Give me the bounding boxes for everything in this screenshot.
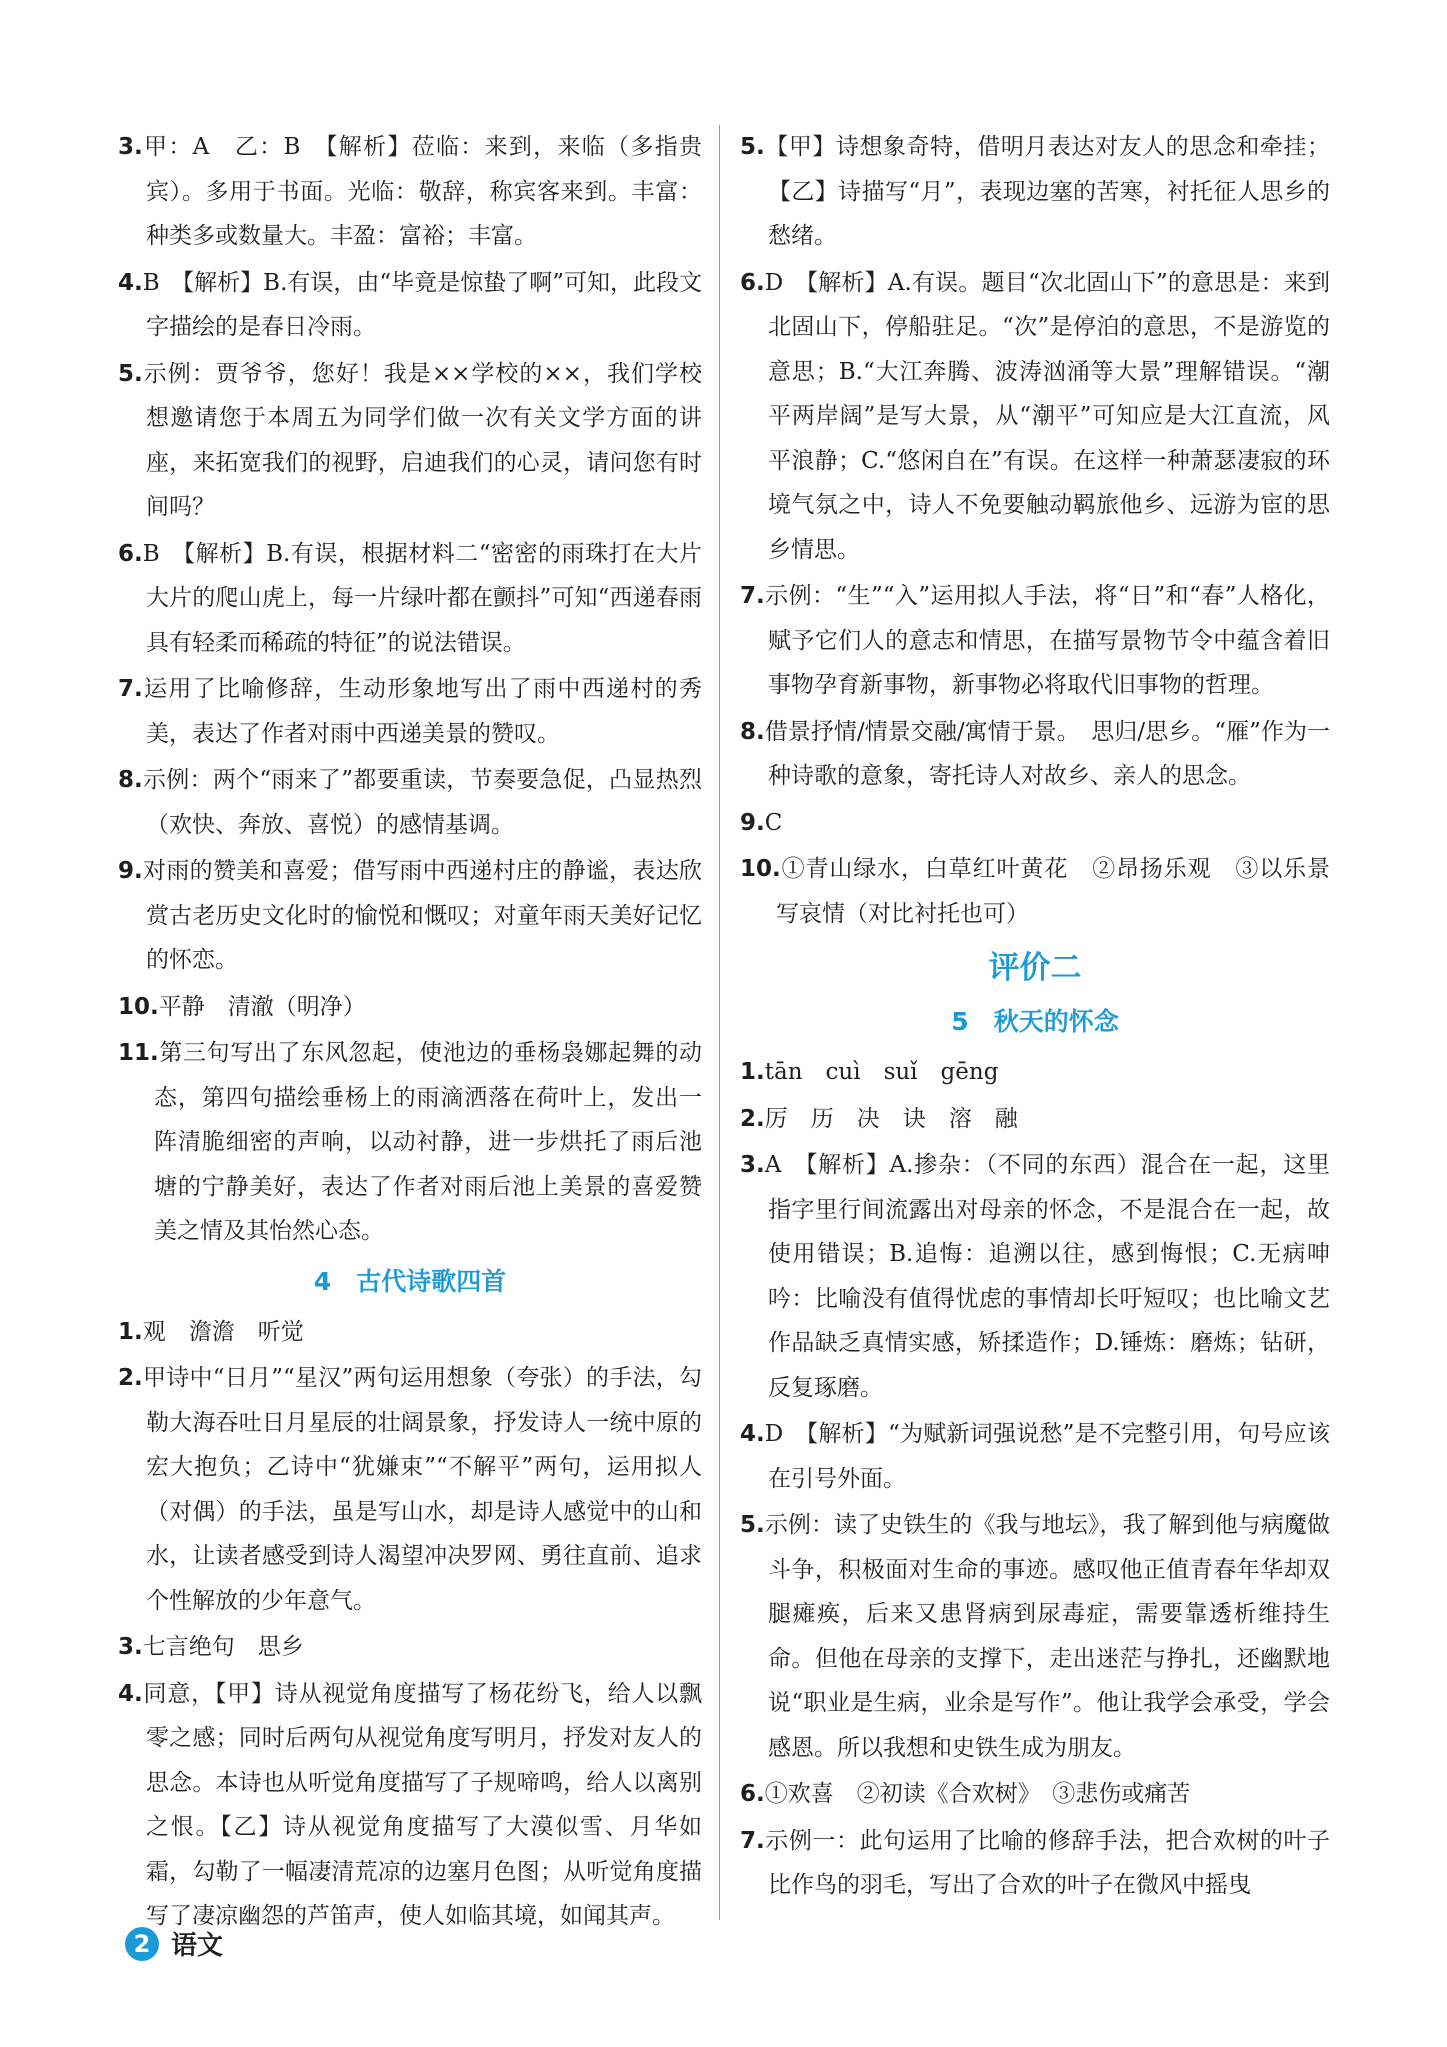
answer-item	[118, 849, 702, 983]
answer-number: 6.	[740, 1781, 765, 1807]
left-column	[118, 125, 702, 1941]
lesson-heading: 5 秋天的怀念	[951, 1007, 1119, 1036]
answer-number: 4.	[118, 1680, 143, 1707]
answer-text: 示例：“生”“入”运用拟人手法，将“日”和“春”人格化，赋予它们人的意志和情思，在描写景物节令中蕴含着旧事物孕育新事物，新事物必将取代旧事物的哲理。	[764, 583, 1330, 698]
answer-number: 3.	[118, 1634, 143, 1660]
answer-text: D 【解析】A.有误。题目“次北固山下”的意思是：来到北固山下，停船驻足。“次”是停泊的意思，不是游览的意思；B.“大江奔腾、波涛汹涌等大景”理解错误。“潮平两岸阔”是写大景，从“潮平”可知应是大江直流，风平浪静；C.“悠闲自在”有误。在这样一种萧瑟凄寂的环境气氛之中，诗人不免要触动羁旅他乡、远游为宦的思乡情思。	[764, 269, 1330, 563]
answer-text: 观 澹澹 听觉	[142, 1318, 304, 1345]
answer-number: 9.	[118, 858, 143, 884]
answer-text: 示例：贾爷爷，您好！我是××学校的××，我们学校想邀请您于本周五为同学们做一次有关文学方面的讲座，来拓宽我们的视野，启迪我们的心灵，请问您有时间吗？	[142, 360, 702, 520]
answer-text: D 【解析】“为赋新词强说愁”是不完整引用，句号应该在引号外面。	[764, 1421, 1330, 1492]
answer-text: 同意，【甲】诗从视觉角度描写了杨花纷飞，给人以飘零之感；同时后两句从视觉角度写明月，抒发对友人的思念。本诗也从听觉角度描写了子规啼鸣，给人以离别之恨。【乙】诗从视觉角度描写了大漠似雪、月华如霜，勾勒了一幅凄清荒凉的边塞月色图；从听觉角度描写了凄凉幽怨的芦笛声，使人如临其境，如闻其声。	[142, 1680, 702, 1929]
answer-item	[118, 1310, 702, 1355]
answer-text: 示例：读了史铁生的《我与地坛》，我了解到他与病魔做斗争，积极面对生命的事迹。感叹他正值青春年华却双腿瘫痪，后来又患肾病到尿毒症，需要靠透析维持生命。但他在母亲的支撑下，走出迷茫与挣扎，还幽默地说“职业是生病，业余是写作”。他让我学会承受，学会感恩。所以我想和史铁生成为朋友。	[764, 1512, 1330, 1761]
answer-number: 7.	[740, 1827, 765, 1854]
answer-item	[740, 1503, 1330, 1770]
answer-item	[740, 847, 1330, 936]
answer-number: 1.	[740, 1059, 765, 1085]
answer-text: 厉 历 决 诀 溶 融	[764, 1105, 1018, 1132]
answer-text: 借景抒情/情景交融/寓情于景。 思归/思乡。“雁”作为一种诗歌的意象，寄托诗人对故乡、亲人的思念。	[764, 718, 1330, 789]
answer-text: 第三句写出了东风忽起，使池边的垂杨袅娜起舞的动态，第四句描绘垂杨上的雨滴洒落在荷叶上，发出一阵清脆细密的声响，以动衬静，进一步烘托了雨后池塘的宁静美好，表达了作者对雨后池上美景的喜爱赞美之情及其怡然心态。	[154, 1040, 702, 1244]
answer-number: 5.	[740, 134, 765, 160]
answer-number: 5.	[740, 1512, 765, 1538]
answer-text: A 【解析】A.掺杂：（不同的东西）混合在一起，这里指字里行间流露出对母亲的怀念，不是混合在一起，故使用错误；B.追悔：追溯以往，感到悔恨；C.无病呻吟：比喻没有值得忧虑的事情却长吁短叹；也比喻文艺作品缺乏真情实感，矫揉造作；D.锤炼：磨炼；钻研，反复琢磨。	[764, 1152, 1330, 1401]
answer-item	[740, 261, 1330, 573]
answer-item	[118, 125, 702, 259]
answer-number: 10.	[740, 856, 781, 882]
answer-item	[118, 532, 702, 666]
answer-number: 6.	[118, 540, 143, 567]
answer-text: 示例：两个“雨来了”都要重读，节奏要急促，凸显热烈（欢快、奔放、喜悦）的感情基调。	[142, 767, 702, 838]
answer-number: 9.	[740, 809, 765, 836]
answer-text: ①欢喜 ②初读《合欢树》 ③悲伤或痛苦	[764, 1781, 1191, 1807]
answer-item	[740, 574, 1330, 708]
answer-item	[740, 1412, 1330, 1501]
answer-text: 【甲】诗想象奇特，借明月表达对友人的思念和牵挂；【乙】诗描写“月”，表现边塞的苦寒，衬托征人思乡的愁绪。	[764, 134, 1330, 249]
answer-number: 11.	[118, 1040, 159, 1066]
answer-item	[740, 1143, 1330, 1410]
answer-number: 4.	[740, 1421, 765, 1447]
answer-text: 甲诗中“日月”“星汉”两句运用想象（夸张）的手法，勾勒大海吞吐日月星辰的壮阔景象，抒发诗人一统中原的宏大抱负；乙诗中“犹嫌束”“不解平”两句，运用拟人（对偶）的手法，虽是写山水，却是诗人感觉中的山和水，让读者感受到诗人渴望冲决罗网、勇往直前、追求个性解放的少年意气。	[142, 1365, 702, 1614]
answer-number: 7.	[740, 583, 765, 609]
lesson-heading: 4 古代诗歌四首	[313, 1266, 507, 1296]
answer-text: tān cuì suǐ gēng	[764, 1059, 999, 1085]
answer-number: 6.	[740, 269, 765, 296]
right-column	[740, 125, 1330, 1910]
answer-item	[118, 758, 702, 847]
answer-text: B 【解析】B.有误，由“毕竟是惊蛰了啊”可知，此段文字描绘的是春日冷雨。	[142, 269, 702, 340]
answer-item	[740, 1097, 1330, 1142]
answer-item	[118, 1356, 702, 1623]
answer-number: 7.	[118, 676, 143, 702]
answer-number: 3.	[118, 134, 143, 160]
answer-item	[118, 985, 702, 1030]
answer-item	[118, 352, 702, 530]
answer-number: 8.	[118, 767, 143, 793]
answer-item	[740, 1819, 1330, 1908]
answer-item	[740, 1050, 1330, 1095]
answer-item	[740, 801, 1330, 846]
answer-text: 平静 清澈（明净）	[158, 993, 366, 1020]
answer-number: 2.	[740, 1105, 765, 1132]
page-footer	[125, 1925, 223, 1962]
answer-text: 七言绝句 思乡	[142, 1634, 304, 1660]
answer-number: 10.	[118, 993, 159, 1020]
column-divider	[719, 125, 720, 1920]
section-heading: 评价二	[988, 950, 1082, 986]
answer-text: C	[764, 809, 783, 836]
answer-text: B 【解析】B.有误，根据材料二“密密的雨珠打在大片大片的爬山虎上，每一片绿叶都在颤抖”可知“西递春雨具有轻柔而稀疏的特征”的说法错误。	[142, 540, 702, 656]
answer-item	[118, 1672, 702, 1939]
answer-text: 甲：A 乙：B 【解析】莅临：来到，来临（多指贵宾）。多用于书面。光临：敬辞，称宾客来到。丰富：种类多或数量大。丰盈：富裕；丰富。	[142, 134, 702, 249]
answer-text: 对雨的赞美和喜爱；借写雨中西递村庄的静谧，表达欣赏古老历史文化时的愉悦和慨叹；对童年雨天美好记忆的怀恋。	[142, 858, 702, 973]
answer-number: 2.	[118, 1365, 143, 1391]
answer-item	[740, 1772, 1330, 1817]
page-number-badge: 2	[125, 1927, 159, 1961]
answer-number: 8.	[740, 718, 765, 745]
answer-item	[740, 125, 1330, 259]
answer-item	[118, 667, 702, 756]
answer-number: 4.	[118, 269, 143, 296]
answer-number: 5.	[118, 360, 143, 387]
answer-item	[118, 1625, 702, 1670]
subject-label: 语文	[171, 1931, 224, 1961]
answer-number: 1.	[118, 1318, 143, 1345]
answer-item	[118, 1031, 702, 1254]
answer-text: 运用了比喻修辞，生动形象地写出了雨中西递村的秀美，表达了作者对雨中西递美景的赞叹。	[142, 676, 702, 747]
answer-text: 示例一：此句运用了比喻的修辞手法，把合欢树的叶子比作鸟的羽毛，写出了合欢的叶子在微风中摇曳	[764, 1827, 1330, 1898]
answer-text: ①青山绿水，白草红叶黄花 ②昂扬乐观 ③以乐景写哀情（对比衬托也可）	[776, 856, 1330, 927]
answer-item	[118, 261, 702, 350]
answer-item	[740, 710, 1330, 799]
answer-number: 3.	[740, 1152, 765, 1178]
